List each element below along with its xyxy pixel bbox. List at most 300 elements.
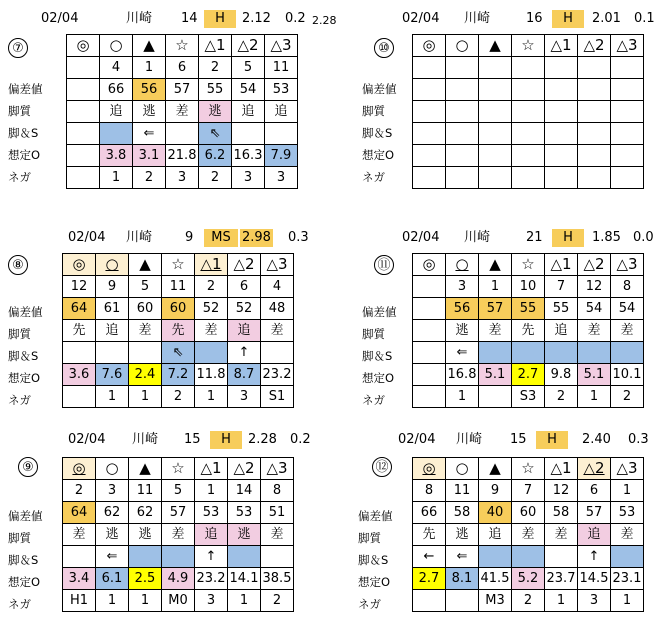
odds-cell: 5.1 [479, 364, 512, 386]
legs-row [67, 123, 298, 145]
number-cell: 6 [166, 57, 199, 79]
deviation-cell: 58 [446, 502, 479, 524]
number-row [413, 57, 644, 79]
style-cell: 先 [413, 524, 446, 546]
number-row [67, 57, 298, 79]
style-cell [446, 101, 479, 123]
race-number: 15 [510, 432, 527, 447]
style-cell: 追 [232, 101, 265, 123]
value-3: 2.28 [312, 14, 337, 27]
odds-row [63, 364, 294, 386]
number-cell: 10 [512, 276, 545, 298]
style-cell: 先 [63, 320, 96, 342]
legs-cell [100, 123, 133, 145]
symbol-cell: △3 [261, 254, 294, 276]
style-cell: 差 [63, 524, 96, 546]
deviation-cell: 55 [545, 298, 578, 320]
legs-cell [545, 546, 578, 568]
number-cell: 1 [611, 480, 644, 502]
prediction-table [412, 253, 644, 408]
odds-cell [67, 145, 100, 167]
odds-cell: 2.4 [129, 364, 162, 386]
legs-row [63, 342, 294, 364]
number-cell [545, 57, 578, 79]
prediction-table [66, 34, 298, 189]
row-label-legs: 脚＆S [8, 349, 39, 363]
symbol-cell: ▲ [479, 458, 512, 480]
race-circle-number: ⑪ [374, 255, 394, 275]
symbol-cell: △2 [578, 254, 611, 276]
legs-row [63, 546, 294, 568]
race-panel-7 [8, 6, 337, 206]
number-cell: 4 [261, 276, 294, 298]
row-label-legs: 脚＆S [358, 553, 389, 567]
odds-cell: 2.7 [413, 568, 446, 590]
style-cell: 追 [479, 524, 512, 546]
date: 02/04 [68, 432, 106, 447]
number-cell: 11 [129, 480, 162, 502]
deviation-cell [611, 79, 644, 101]
row-label-style: 脚質 [358, 531, 381, 545]
number-cell: 11 [265, 57, 298, 79]
style-cell: 逃 [446, 320, 479, 342]
deviation-cell: 57 [578, 502, 611, 524]
legs-row [413, 546, 644, 568]
legs-cell: ← [413, 546, 446, 568]
style-cell: 差 [129, 320, 162, 342]
legs-cell [166, 123, 199, 145]
track: 川崎 [126, 230, 153, 245]
style-cell: 逃 [96, 524, 129, 546]
number-cell: 4 [100, 57, 133, 79]
legs-cell: ↑ [228, 342, 261, 364]
track: 川崎 [464, 11, 491, 26]
date: 02/04 [68, 230, 106, 245]
legs-row [413, 123, 644, 145]
legs-cell [67, 123, 100, 145]
odds-row [413, 145, 644, 167]
deviation-cell: 62 [129, 502, 162, 524]
grade-badge: H [204, 10, 236, 28]
symbol-cell: ◎ [413, 35, 446, 57]
grade-badge: MS [204, 229, 238, 247]
row-label-odds: 想定O [8, 371, 41, 385]
row-label-style: 脚質 [8, 104, 31, 118]
deviation-cell: 66 [100, 79, 133, 101]
style-row [413, 320, 644, 342]
odds-cell [578, 145, 611, 167]
deviation-row [67, 79, 298, 101]
row-label-style: 脚質 [8, 531, 31, 545]
style-cell: 差 [162, 524, 195, 546]
neg-cell: 1 [96, 386, 129, 408]
value-1-highlight: 2.98 [242, 230, 271, 245]
symbol-cell: ☆ [512, 458, 545, 480]
neg-cell: 1 [129, 590, 162, 612]
neg-cell: 1 [578, 386, 611, 408]
symbol-cell: △1 [545, 458, 578, 480]
style-row [63, 320, 294, 342]
legs-cell [611, 546, 644, 568]
value-1: 2.28 [248, 432, 277, 447]
neg-row [67, 167, 298, 189]
legs-cell [413, 123, 446, 145]
row-label-neg: ネガ [362, 170, 385, 184]
odds-cell [446, 145, 479, 167]
number-cell [67, 57, 100, 79]
neg-cell [413, 386, 446, 408]
race-circle-number: ⑩ [374, 38, 394, 58]
number-cell: 5 [232, 57, 265, 79]
number-cell: 3 [446, 276, 479, 298]
style-cell: 先 [162, 320, 195, 342]
style-cell [578, 101, 611, 123]
number-cell: 3 [96, 480, 129, 502]
deviation-cell: 57 [166, 79, 199, 101]
symbol-cell: ◎ [413, 458, 446, 480]
style-cell [545, 101, 578, 123]
odds-row [413, 364, 644, 386]
deviation-cell: 52 [195, 298, 228, 320]
deviation-cell: 66 [413, 502, 446, 524]
legs-cell [611, 342, 644, 364]
race-circle-number: ⑦ [8, 38, 28, 58]
deviation-cell: 48 [261, 298, 294, 320]
panel-header [342, 427, 662, 453]
row-label-legs: 脚＆S [8, 553, 39, 567]
value-2: 0.3 [288, 230, 309, 245]
number-cell [611, 57, 644, 79]
symbol-row [67, 35, 298, 57]
symbol-cell: △1 [195, 458, 228, 480]
style-cell: 逃 [133, 101, 166, 123]
number-cell: 11 [162, 276, 195, 298]
neg-cell: 1 [228, 590, 261, 612]
symbol-cell: ▲ [479, 254, 512, 276]
deviation-row [63, 502, 294, 524]
symbol-cell: ☆ [512, 254, 545, 276]
odds-cell: 7.9 [265, 145, 298, 167]
deviation-cell: 56 [133, 79, 166, 101]
neg-cell: 3 [166, 167, 199, 189]
symbol-cell: ▲ [479, 35, 512, 57]
prediction-table [412, 34, 644, 189]
prediction-table [412, 457, 644, 612]
odds-cell: 3.4 [63, 568, 96, 590]
number-cell: 2 [63, 480, 96, 502]
row-label-deviation: 偏差値 [8, 305, 43, 319]
symbol-cell: △3 [611, 35, 644, 57]
neg-cell: 2 [133, 167, 166, 189]
style-cell: 差 [611, 320, 644, 342]
track: 川崎 [126, 11, 153, 26]
legs-cell [413, 342, 446, 364]
odds-cell: 41.5 [479, 568, 512, 590]
symbol-cell: ☆ [166, 35, 199, 57]
row-label-legs: 脚＆S [362, 349, 393, 363]
value-2: 0.1 [634, 11, 655, 26]
value-2: 0.2 [290, 432, 311, 447]
number-cell: 14 [228, 480, 261, 502]
style-row [413, 101, 644, 123]
symbol-cell: △1 [545, 254, 578, 276]
deviation-cell: 58 [545, 502, 578, 524]
deviation-cell: 55 [199, 79, 232, 101]
track: 川崎 [464, 230, 491, 245]
neg-cell: 3 [578, 590, 611, 612]
row-label-odds: 想定O [8, 575, 41, 589]
legs-cell [545, 123, 578, 145]
symbol-cell: ○ [100, 35, 133, 57]
deviation-cell: 64 [63, 298, 96, 320]
neg-cell [578, 167, 611, 189]
neg-cell: 2 [611, 386, 644, 408]
odds-cell: 23.2 [195, 568, 228, 590]
symbol-cell: △3 [261, 458, 294, 480]
symbol-cell: ☆ [512, 35, 545, 57]
number-cell: 2 [199, 57, 232, 79]
deviation-cell [67, 79, 100, 101]
style-cell: 差 [545, 524, 578, 546]
neg-cell [479, 386, 512, 408]
number-cell: 6 [228, 276, 261, 298]
legs-cell: ⇐ [446, 546, 479, 568]
deviation-cell: 57 [479, 298, 512, 320]
style-cell: 逃 [129, 524, 162, 546]
row-label-neg: ネガ [8, 597, 31, 611]
odds-cell: 23.1 [611, 568, 644, 590]
style-cell: 差 [611, 524, 644, 546]
race-number: 21 [526, 230, 543, 245]
style-cell: 追 [96, 320, 129, 342]
odds-cell: 23.7 [545, 568, 578, 590]
date: 02/04 [41, 11, 79, 26]
neg-cell [545, 167, 578, 189]
race-circle-number: ⑨ [18, 457, 38, 477]
date: 02/04 [402, 230, 440, 245]
number-cell: 9 [479, 480, 512, 502]
symbol-cell: △3 [265, 35, 298, 57]
neg-row [63, 386, 294, 408]
legs-cell [479, 546, 512, 568]
neg-cell [479, 167, 512, 189]
legs-cell: ⇐ [446, 342, 479, 364]
neg-cell [63, 386, 96, 408]
odds-cell: 2.5 [129, 568, 162, 590]
odds-cell: 21.8 [166, 145, 199, 167]
deviation-cell: 60 [162, 298, 195, 320]
number-row [413, 480, 644, 502]
symbol-row [63, 254, 294, 276]
neg-cell: 2 [162, 386, 195, 408]
row-label-odds: 想定O [362, 371, 395, 385]
number-row [63, 276, 294, 298]
date: 02/04 [402, 11, 440, 26]
panel-header [342, 225, 662, 251]
number-cell: 1 [195, 480, 228, 502]
odds-cell: 3.8 [100, 145, 133, 167]
row-label-neg: ネガ [8, 393, 31, 407]
style-cell: 差 [195, 320, 228, 342]
row-label-neg: ネガ [8, 170, 31, 184]
row-label-deviation: 偏差値 [358, 509, 393, 523]
deviation-cell: 53 [228, 502, 261, 524]
deviation-cell: 55 [512, 298, 545, 320]
symbol-row [63, 458, 294, 480]
legs-cell [129, 546, 162, 568]
race-circle-number: ⑧ [8, 255, 28, 275]
legs-cell [232, 123, 265, 145]
deviation-row [413, 502, 644, 524]
race-panel-10 [342, 6, 662, 206]
number-row [63, 480, 294, 502]
style-cell [67, 101, 100, 123]
symbol-cell: △3 [611, 254, 644, 276]
value-1: 2.01 [592, 11, 621, 26]
style-cell: 追 [578, 524, 611, 546]
track: 川崎 [132, 432, 159, 447]
odds-cell: 14.5 [578, 568, 611, 590]
panel-header [342, 6, 662, 32]
style-cell: 差 [578, 320, 611, 342]
neg-cell: 1 [195, 386, 228, 408]
legs-cell [195, 342, 228, 364]
odds-cell [512, 145, 545, 167]
deviation-cell: 54 [232, 79, 265, 101]
odds-cell: 14.1 [228, 568, 261, 590]
neg-cell: 3 [195, 590, 228, 612]
legs-cell [261, 342, 294, 364]
symbol-cell: ▲ [129, 458, 162, 480]
odds-cell: 11.8 [195, 364, 228, 386]
legs-cell [162, 546, 195, 568]
style-row [413, 524, 644, 546]
value-2: 0.3 [628, 432, 649, 447]
style-cell: 逃 [199, 101, 232, 123]
symbol-cell: ○ [96, 458, 129, 480]
legs-cell [578, 342, 611, 364]
neg-cell: 1 [100, 167, 133, 189]
style-cell: 差 [261, 320, 294, 342]
deviation-cell [578, 79, 611, 101]
neg-cell: 2 [545, 386, 578, 408]
odds-cell: 4.9 [162, 568, 195, 590]
legs-row [413, 342, 644, 364]
odds-cell [479, 145, 512, 167]
neg-cell: 1 [446, 386, 479, 408]
symbol-cell: ◎ [63, 254, 96, 276]
style-cell [611, 101, 644, 123]
value-1: 2.40 [582, 432, 611, 447]
number-cell: 8 [413, 480, 446, 502]
number-cell [413, 57, 446, 79]
number-cell: 6 [578, 480, 611, 502]
row-label-legs: 脚＆S [8, 126, 39, 140]
neg-cell: 2 [261, 590, 294, 612]
odds-cell: 7.6 [96, 364, 129, 386]
number-cell: 1 [133, 57, 166, 79]
race-number: 15 [184, 432, 201, 447]
number-cell: 5 [129, 276, 162, 298]
neg-cell: S1 [261, 386, 294, 408]
odds-cell: 38.5 [261, 568, 294, 590]
race-panel-9 [8, 427, 328, 627]
prediction-table [62, 457, 294, 612]
value-1: 1.85 [592, 230, 621, 245]
style-cell: 追 [265, 101, 298, 123]
legs-cell [578, 123, 611, 145]
style-cell [479, 101, 512, 123]
symbol-cell: ◎ [413, 254, 446, 276]
row-label-style: 脚質 [362, 104, 385, 118]
panel-header [8, 6, 337, 32]
prediction-table [62, 253, 294, 408]
symbol-row [413, 254, 644, 276]
number-cell [578, 57, 611, 79]
legs-cell [512, 342, 545, 364]
neg-cell: 2 [199, 167, 232, 189]
neg-cell: M0 [162, 590, 195, 612]
deviation-cell [413, 79, 446, 101]
symbol-cell: △2 [228, 458, 261, 480]
number-cell: 2 [195, 276, 228, 298]
number-cell: 8 [261, 480, 294, 502]
grade-badge: H [552, 229, 584, 247]
neg-cell [512, 167, 545, 189]
neg-cell: 2 [512, 590, 545, 612]
odds-cell: 7.2 [162, 364, 195, 386]
style-cell: 先 [512, 320, 545, 342]
row-label-deviation: 偏差値 [362, 82, 397, 96]
race-panel-8 [8, 225, 328, 425]
number-cell: 12 [578, 276, 611, 298]
neg-cell [446, 167, 479, 189]
style-cell: 逃 [446, 524, 479, 546]
number-cell: 8 [611, 276, 644, 298]
number-cell: 7 [512, 480, 545, 502]
grade-badge: H [210, 431, 242, 449]
value-1: 2.12 [242, 11, 271, 26]
odds-cell: 3.6 [63, 364, 96, 386]
neg-cell: 1 [129, 386, 162, 408]
deviation-cell: 52 [228, 298, 261, 320]
odds-cell [611, 145, 644, 167]
race-panel-12 [342, 427, 662, 627]
row-label-deviation: 偏差値 [8, 509, 43, 523]
number-row [413, 276, 644, 298]
legs-cell [512, 546, 545, 568]
symbol-cell: ☆ [162, 254, 195, 276]
legs-cell [265, 123, 298, 145]
symbol-cell: ▲ [129, 254, 162, 276]
legs-cell [96, 342, 129, 364]
race-number: 9 [185, 230, 194, 245]
neg-cell: 1 [611, 590, 644, 612]
odds-row [67, 145, 298, 167]
legs-cell [63, 546, 96, 568]
style-cell: 差 [166, 101, 199, 123]
neg-cell [446, 590, 479, 612]
legs-cell [261, 546, 294, 568]
symbol-cell: △2 [232, 35, 265, 57]
odds-cell: 9.8 [545, 364, 578, 386]
style-cell: 差 [261, 524, 294, 546]
symbol-row [413, 35, 644, 57]
row-label-neg: ネガ [362, 393, 385, 407]
symbol-cell: ☆ [162, 458, 195, 480]
deviation-row [413, 79, 644, 101]
deviation-cell: 60 [129, 298, 162, 320]
